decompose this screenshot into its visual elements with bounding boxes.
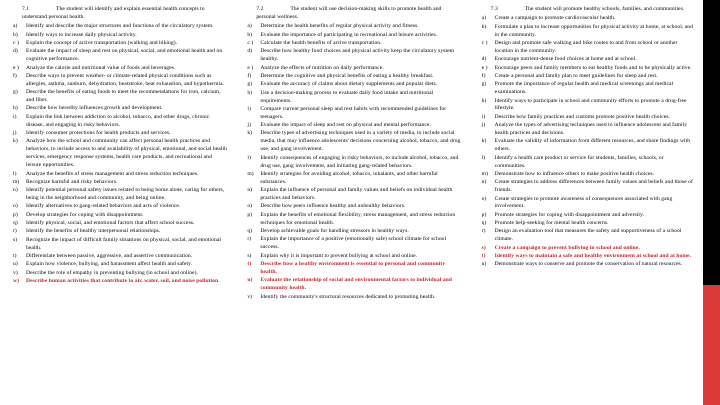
standard-item-text: Promote strategies for coping with disappointment and adversity. <box>494 211 644 218</box>
standard-item-letter: q) <box>247 228 253 235</box>
standard-item-text: Identify ways to maintain a safe and healthy environment at school and at home. <box>494 253 692 260</box>
standard-item-letter: i) <box>481 113 486 120</box>
standard-item-text: Evaluate the relationship of social and environmental factors to individual and community health. <box>260 277 452 292</box>
standard-item-text: Identify consumer protections for health products and services. <box>26 130 171 137</box>
standard-item <box>238 122 464 130</box>
standard-item-text: Identify the benefits of healthy interpersonal relationships. <box>26 228 161 235</box>
standard-item <box>238 65 464 73</box>
standard-item <box>473 155 699 171</box>
standard-item-letter: a) <box>247 23 252 30</box>
standard-item-text: Analyze the benefits of stress management and stress reduction techniques. <box>26 170 199 177</box>
standard-item <box>4 65 230 73</box>
standard-item-text: Analyze the effects of nutrition on daily performance. <box>260 64 384 71</box>
standard-item-text: Describe how peers influence healthy and unhealthy behaviors. <box>260 203 406 210</box>
standard-item <box>4 40 230 48</box>
standard-item-letter: b) <box>13 31 18 38</box>
standard-item-text: Explain the concept of active transportation (walking and biking). <box>26 40 178 47</box>
standard-item-letter: m) <box>247 170 254 177</box>
standard-item-letter: k) <box>13 138 18 145</box>
standard-item-text: Formulate a plan to increase opportunities for physical activity at home, at school, and in the community. <box>494 23 693 38</box>
standard-item <box>4 228 230 236</box>
standard-item-letter: l) <box>13 170 17 177</box>
standard-item <box>473 212 699 220</box>
standard-item-letter: n) <box>481 179 487 186</box>
standard-item-text: Determine the cognitive and physical benefits of eating a healthy breakfast. <box>260 72 434 79</box>
standard-item <box>473 24 699 40</box>
standard-item-text: Describe human activities that contribute to air, water, soil, and noise pollution. <box>26 278 220 285</box>
standard-item-letter: d) <box>481 56 487 63</box>
standard-item-letter: v) <box>247 293 253 300</box>
standard-item <box>238 48 464 64</box>
standard-item <box>4 23 230 31</box>
standard-item-text: Explain the benefits of emotional flexibility, stress management, and stress reduction techniques for emotional health. <box>260 211 456 226</box>
standard-item-text: Create a personal and family plan to meet guidelines for sleep and rest. <box>494 72 658 79</box>
standard-item <box>473 179 699 195</box>
standard-item <box>473 245 699 253</box>
standard-item-letter: g) <box>481 81 487 88</box>
decorative-side-bar <box>703 0 720 405</box>
standard-item-letter: e ) <box>247 64 254 71</box>
standard-item <box>4 105 230 113</box>
standard-item <box>238 106 464 122</box>
standard-item-text: Demonstrate how to influence others to make positive health choices. <box>494 170 655 177</box>
standard-item <box>4 270 230 278</box>
standard-item-text: Describe how healthy food choices and physical activity keep the circulatory system healthy. <box>260 48 455 63</box>
standard-item <box>473 122 699 138</box>
standard-item-letter: a) <box>481 15 487 22</box>
standard-item-letter: t) <box>481 253 486 260</box>
standard-item <box>473 171 699 179</box>
standard-item <box>473 73 699 81</box>
standard-item-text: Create a campaign to prevent bullying in school and online. <box>494 244 640 251</box>
standard-item <box>4 278 230 286</box>
standard-item-text: Identify strategies for avoiding alcohol, tobacco, inhalants, and other harmful substances. <box>260 170 438 185</box>
standard-item-list-7-3 <box>473 15 699 269</box>
standard-column-7-2 <box>234 0 468 302</box>
standard-header-7-3 <box>473 6 699 14</box>
standard-item <box>4 89 230 105</box>
standard-item <box>238 203 464 211</box>
standard-item <box>4 130 230 138</box>
standard-statement: The student will promote healthy schools, families, and communities. <box>524 6 685 12</box>
standard-item-text: Create strategies to address differences between family values and beliefs and those of friends. <box>494 179 693 194</box>
standard-item-letter: l) <box>247 154 251 161</box>
standard-item-text: Encourage peers and family members to eat healthy foods and to be physically active. <box>494 64 692 71</box>
standard-item <box>238 187 464 203</box>
standard-item-text: Identify ways to increase daily physical activity. <box>26 31 137 38</box>
standard-item-letter: e ) <box>13 64 19 71</box>
standard-item-letter: j) <box>481 122 486 129</box>
standard-item <box>4 73 230 89</box>
standard-item-text: Describe how a healthy environment is essential to personal and community health. <box>260 260 446 275</box>
standard-item <box>473 15 699 23</box>
standard-item-text: Explain the importance of a positive (emotionally safe) school climate for school success. <box>260 236 447 251</box>
standard-item-text: Identify ways to participate in school and community efforts to promote a drug-free lifestyle. <box>494 97 687 112</box>
standard-item <box>473 196 699 212</box>
standard-item-list-7-1 <box>4 23 230 286</box>
standard-item <box>473 65 699 73</box>
standard-item-letter: d) <box>13 48 18 55</box>
standard-item <box>238 155 464 171</box>
standard-item-text: Describe the role of empathy in preventing bullying (in school and online). <box>26 269 198 276</box>
standard-item <box>473 220 699 228</box>
standard-item-text: Evaluate the validity of information from different resources, and share findings with others. <box>494 138 691 153</box>
standard-item-letter: j) <box>13 130 17 137</box>
standard-item-letter: g) <box>13 89 18 96</box>
standard-item-text: Identify alternatives to gang-related behaviors and acts of violence. <box>26 203 181 210</box>
standard-item <box>238 32 464 40</box>
standard-item-text: Design and promote safe walking and bike routes to and from school or another location in the community. <box>494 40 678 54</box>
standard-item <box>238 236 464 252</box>
standard-item-text: Develop achievable goals for handling stressors in healthy ways. <box>260 228 409 235</box>
standard-item-letter: q) <box>13 220 18 227</box>
standard-item <box>238 294 464 302</box>
standard-item-letter: c ) <box>481 40 488 47</box>
standard-item-letter: o) <box>481 195 487 202</box>
standard-item <box>4 138 230 170</box>
standard-number: 7.2 <box>256 6 264 12</box>
standard-item-text: Evaluate the impact of sleep and rest on physical, social, and emotional health and on cognitive performance. <box>26 48 223 63</box>
standard-item-letter: r) <box>247 236 252 243</box>
standard-item <box>4 179 230 187</box>
standard-item <box>238 40 464 48</box>
standard-number: 7.3 <box>490 6 498 12</box>
standard-header-7-2 <box>238 6 464 22</box>
standard-item-letter: g) <box>247 81 253 88</box>
standard-item-letter: r) <box>481 228 486 235</box>
standard-item <box>238 212 464 228</box>
standard-item <box>238 228 464 236</box>
standard-item-letter: f) <box>13 72 17 79</box>
standard-item-text: Identify and describe the major structures and functions of the circulatory system. <box>26 23 214 30</box>
standard-item <box>473 81 699 97</box>
standard-item-text: Promote help-seeking for mental health concerns. <box>494 220 609 227</box>
standard-item <box>238 171 464 187</box>
standard-item-letter: b) <box>247 31 253 38</box>
standard-item-letter: h) <box>247 89 253 96</box>
standard-item-text: Describe ways to prevent weather- or climate-related physical conditions such as allergies, asthma, sunburn, dehydration, heatstroke, heat exhaustion, and hypothermia. <box>26 72 225 87</box>
standard-item-letter: i) <box>247 105 251 112</box>
standard-item <box>473 40 699 56</box>
standard-item <box>4 171 230 179</box>
standard-item-letter: u) <box>247 277 253 284</box>
standard-item-text: Explain why it is important to prevent bullying at school and online. <box>260 252 418 259</box>
standard-item <box>473 253 699 261</box>
standard-item-letter: m) <box>13 178 20 185</box>
standard-item-letter: h) <box>481 97 487 104</box>
standard-item-text: Recognize the impact of difficult family situations on physical, social, and emotional health. <box>26 236 222 251</box>
standard-number: 7.1 <box>22 6 30 12</box>
standard-item-text: Analyze the types of advertising techniques used to influence adolescent and family health practices and decisions. <box>494 122 688 137</box>
standard-item-letter: t) <box>247 260 252 267</box>
standard-item-text: Explain the link between addiction to alcohol, tobacco, and other drugs, chronic disease, and engaging in risky behaviors. <box>26 113 210 128</box>
standard-item-letter: f) <box>247 72 252 79</box>
standard-item-text: Demonstrate ways to conserve and promote the conservation of natural resources. <box>494 261 683 268</box>
standard-item-text: Develop strategies for coping with disappointment. <box>26 211 144 218</box>
standard-item-letter: r) <box>13 228 17 235</box>
standard-item-text: Promote the importance of regular health and medical screenings and medical examinations. <box>494 81 674 96</box>
standard-item-text: Create strategies to promote awareness of consequences associated with gang involvement. <box>494 195 673 210</box>
standard-item-letter: k) <box>247 130 253 137</box>
standard-item-text: Evaluate the impact of sleep and rest on physical and mental performance. <box>260 122 431 129</box>
standard-item-text: Describe how heredity influences growth and development. <box>26 105 163 112</box>
standard-item-letter: a) <box>13 23 18 30</box>
standard-header-7-1 <box>4 6 230 22</box>
standard-item <box>4 187 230 203</box>
standard-item-letter: n) <box>247 187 253 194</box>
standard-item-letter: w) <box>13 278 20 285</box>
standard-item-text: Explain the influence of personal and family values and beliefs on individual health practices and behaviors. <box>260 187 453 202</box>
standard-column-7-3 <box>469 0 703 270</box>
standard-statement: The student will identify and explain essential health concepts to understand personal health. <box>22 6 205 20</box>
standard-item-text: Identify a health care product or service for students, families, schools, or communities. <box>494 154 664 169</box>
standard-item-letter: c ) <box>247 40 254 47</box>
standard-item-text: Identify the community's structural resources dedicated to promoting health. <box>260 293 436 300</box>
standard-item-letter: k) <box>481 138 487 145</box>
standard-item <box>238 253 464 261</box>
standard-item <box>473 138 699 154</box>
standard-item <box>238 90 464 106</box>
standard-item <box>473 261 699 269</box>
standard-item-text: Describe how family practices and customs promote positive health choices. <box>494 113 670 120</box>
standard-item-letter: o) <box>13 203 18 210</box>
standard-item-text: Identify consequences of engaging in risky behaviors, to include alcohol, tobacco, and drug use, gang involvement, and initiating gang-related behaviors. <box>260 154 459 169</box>
standard-item-text: Identify potential personal safety issues related to being home alone, caring for others, being in the neighborhood and community, and being online. <box>26 187 225 202</box>
standard-item <box>4 203 230 211</box>
standard-item-text: Calculate the health benefits of active transportation. <box>260 40 382 47</box>
standard-item-text: Evaluate the importance of participating in recreational and leisure activities. <box>260 31 438 38</box>
standard-item-letter: c ) <box>13 40 19 47</box>
standard-item-list-7-2 <box>238 23 464 301</box>
standard-item <box>473 114 699 122</box>
standard-item-text: Explain how violence, bullying, and harassment affect health and safety. <box>26 261 193 268</box>
standard-item-letter: p) <box>481 211 487 218</box>
standard-item-text: Create a campaign to promote cardiovascular health. <box>494 15 616 22</box>
standard-item <box>4 253 230 261</box>
standard-item <box>4 114 230 130</box>
standard-item-text: Use a decision-making process to evaluate daily food intake and nutritional requirements. <box>260 89 434 104</box>
standard-item-letter: p) <box>13 211 18 218</box>
standard-item <box>473 228 699 244</box>
standard-item-text: Analyze how the school and community can affect personal health practices and behaviors, to include access to and availability of physical, emotional, and social health services, emergency response systems, health care products, and recreational and leisure opportunities. <box>26 138 227 169</box>
standard-column-7-1 <box>0 0 234 286</box>
standard-item-letter: o) <box>247 203 253 210</box>
standard-item-letter: j) <box>247 122 251 129</box>
standard-item-letter: l) <box>481 154 486 161</box>
standard-item-letter: v) <box>13 269 18 276</box>
standard-item-text: Differentiate between passive, aggressive, and assertive communication. <box>26 253 193 260</box>
standard-item <box>4 32 230 40</box>
standard-item <box>4 48 230 64</box>
standard-item-text: Recognize harmful and risky behaviors. <box>26 178 118 185</box>
standard-item <box>238 73 464 81</box>
standard-item-text: Evaluate the accuracy of claims about dietary supplements and popular diets. <box>260 81 438 88</box>
standard-item-letter: i) <box>13 113 17 120</box>
standard-item-text: Determine the health benefits of regular physical activity and fitness. <box>260 23 419 30</box>
standard-item-letter: t) <box>13 253 17 260</box>
standard-item-letter: d) <box>247 48 253 55</box>
standard-item-text: Design an evaluation tool that measures the safety and supportiveness of a school climate. <box>494 228 682 243</box>
standard-item-letter: h) <box>13 105 18 112</box>
standard-item-letter: q) <box>481 220 487 227</box>
standard-statement: The student will use decision-making skills to promote health and personal wellness. <box>256 6 442 20</box>
side-bar-red-segment <box>703 285 720 405</box>
standard-item-letter: b) <box>481 23 487 30</box>
standard-item-letter: u) <box>481 261 487 268</box>
standard-item-text: Describe types of advertising techniques used in a variety of media, to include social media, that may influence adolescents' decisions concerning alcohol, tobacco, and drug use, and gang involvement. <box>260 130 461 153</box>
standard-item-letter: u) <box>13 261 18 268</box>
standard-item-letter: s) <box>247 252 252 259</box>
standard-item <box>238 277 464 293</box>
standard-item <box>473 98 699 114</box>
standard-item <box>473 56 699 64</box>
standard-item-letter: p) <box>247 211 253 218</box>
standard-item-text: Analyze the calorie and nutritional value of foods and beverages. <box>26 64 176 71</box>
standard-item <box>4 261 230 269</box>
standard-item-text: Identify physical, social, and emotional factors that affect school success. <box>26 220 195 227</box>
standard-item <box>4 212 230 220</box>
standard-item <box>4 237 230 253</box>
standard-item-text: Encourage nutrient-dense food choices at home and at school. <box>494 56 637 63</box>
standard-item-text: Compare current personal sleep and rest habits with recommended guidelines for teenagers. <box>260 105 447 120</box>
standard-item-letter: n) <box>13 187 18 194</box>
standard-item-letter: f) <box>481 72 486 79</box>
standard-item-text: Describe the benefits of eating foods to meet the recommendations for iron, calcium, and fiber. <box>26 89 221 104</box>
standard-item <box>238 23 464 31</box>
standard-item <box>238 81 464 89</box>
standard-item-letter: e ) <box>481 64 488 71</box>
standard-item <box>238 261 464 277</box>
standard-item-letter: m) <box>481 170 488 177</box>
side-bar-black-segment <box>703 0 720 285</box>
standard-item-letter: s) <box>481 244 486 251</box>
standard-item <box>4 220 230 228</box>
standard-item <box>238 130 464 154</box>
standard-item-letter: s) <box>13 236 18 243</box>
